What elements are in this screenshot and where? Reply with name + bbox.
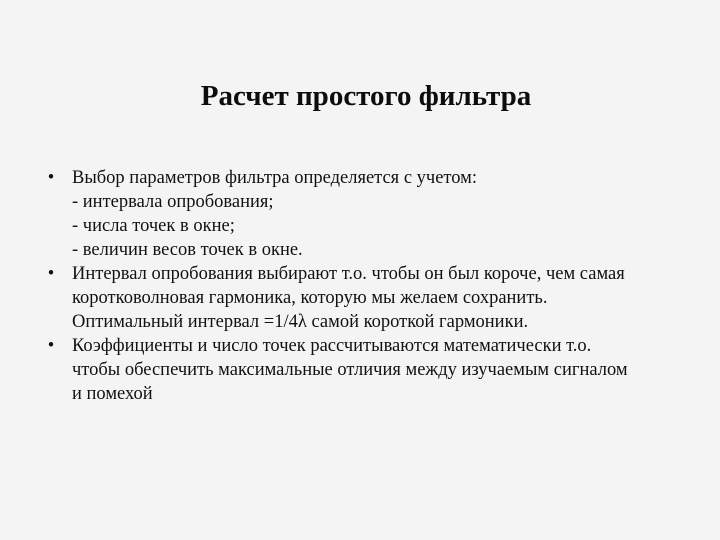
slide-title: Расчет простого фильтра [200, 80, 532, 112]
bullet-item-filter-parameters [0, 166, 684, 262]
bullet-icon: • [47, 168, 55, 188]
bullet-text-line: и помехой [72, 384, 153, 404]
bullet-text-line: Коэффициенты и число точек рассчитываются математически т.о. [72, 336, 592, 356]
bullet-text-line: чтобы обеспечить максимальные отличия между изучаемым сигналом [72, 360, 628, 380]
bullet-icon: • [47, 336, 55, 356]
bullet-text-line: коротковолновая гармоника, которую мы желаем сохранить. [72, 288, 548, 308]
bullet-icon: • [47, 264, 55, 284]
bullet-text-line: Оптимальный интервал =1/4λ самой короткой гармоники. [72, 312, 529, 332]
bullet-item-coefficients [0, 334, 684, 406]
bullet-item-sampling-interval [0, 262, 684, 334]
bullet-text-line: Интервал опробования выбирают т.о. чтобы он был короче, чем самая [72, 264, 625, 284]
sub-item-point-weights: - величин весов точек в окне. [72, 240, 303, 260]
sub-item-sampling-interval: - интервала опробования; [72, 192, 274, 212]
bullet-list [0, 166, 720, 406]
sub-item-window-points: - числа точек в окне; [72, 216, 235, 236]
bullet-text-line: Выбор параметров фильтра определяется с учетом: [72, 168, 478, 188]
